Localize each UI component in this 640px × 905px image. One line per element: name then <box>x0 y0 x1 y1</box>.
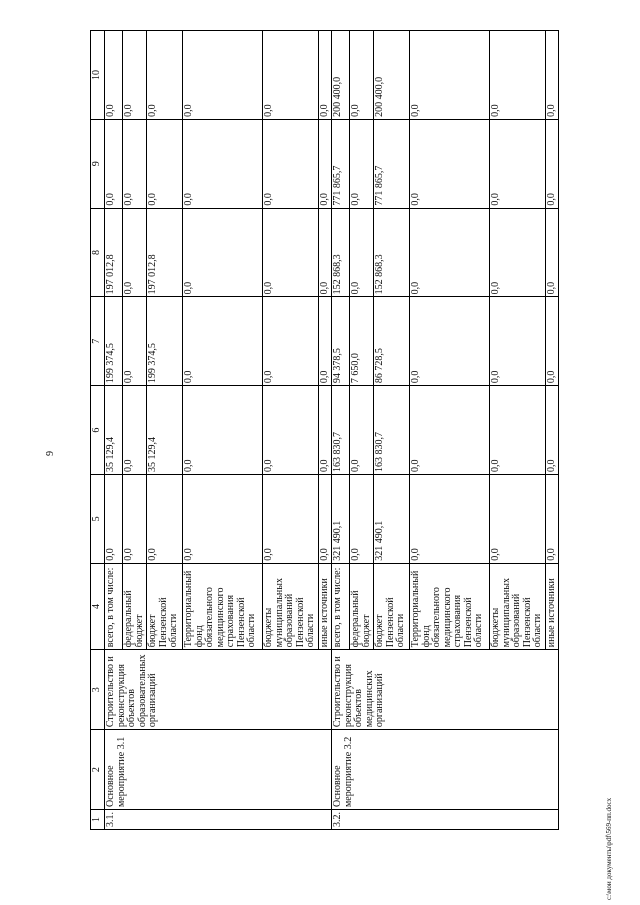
file-path-footer: c:\мои документы\pdf\569-пп.docx <box>605 797 613 900</box>
amount-cell: 321 490,1 <box>332 474 350 563</box>
header-row <box>91 31 105 830</box>
amount-cell: 0,0 <box>263 386 319 475</box>
amount-cell: 0,0 <box>123 297 147 386</box>
amount-cell: 0,0 <box>183 474 263 563</box>
amount-cell: 0,0 <box>490 119 546 208</box>
financing-table <box>90 30 559 830</box>
amount-cell: 0,0 <box>105 119 123 208</box>
header-cell: 6 <box>91 386 105 475</box>
header-cell: 4 <box>91 563 105 650</box>
amount-cell: 0,0 <box>545 474 559 563</box>
funding-source: бюджеты муниципальных образований Пензенской области <box>490 563 546 650</box>
header-cell: 3 <box>91 650 105 730</box>
amount-cell: 35 129,4 <box>105 386 123 475</box>
table-row <box>332 31 350 830</box>
amount-cell: 0,0 <box>410 208 490 297</box>
funding-source: Территориальный фонд обязательного медицинского страхования Пензенской области <box>183 563 263 650</box>
header-cell: 8 <box>91 208 105 297</box>
amount-cell: 35 129,4 <box>147 386 183 475</box>
amount-cell: 0,0 <box>350 208 374 297</box>
amount-cell: 0,0 <box>490 474 546 563</box>
amount-cell: 0,0 <box>318 297 332 386</box>
amount-cell: 0,0 <box>183 208 263 297</box>
funding-source: всего, в том числе: <box>105 563 123 650</box>
amount-cell: 0,0 <box>147 474 183 563</box>
funding-source: бюджеты муниципальных образований Пензенской области <box>263 563 319 650</box>
funding-source: иные источники <box>545 563 559 650</box>
amount-cell: 0,0 <box>545 297 559 386</box>
amount-cell: 0,0 <box>318 474 332 563</box>
amount-cell: 0,0 <box>410 119 490 208</box>
amount-cell: 94 378,5 <box>332 297 350 386</box>
amount-cell: 0,0 <box>490 31 546 120</box>
funding-source: Территориальный фонд обязательного медицинского страхования Пензенской области <box>410 563 490 650</box>
amount-cell: 0,0 <box>183 386 263 475</box>
amount-cell: 0,0 <box>123 386 147 475</box>
amount-cell: 0,0 <box>183 297 263 386</box>
amount-cell: 0,0 <box>318 386 332 475</box>
amount-cell: 0,0 <box>410 386 490 475</box>
funding-source: бюджет Пензенской области <box>374 563 410 650</box>
amount-cell: 321 490,1 <box>374 474 410 563</box>
amount-cell: 0,0 <box>263 208 319 297</box>
amount-cell: 0,0 <box>545 31 559 120</box>
amount-cell: 200 400,0 <box>332 31 350 120</box>
amount-cell: 200 400,0 <box>374 31 410 120</box>
amount-cell: 0,0 <box>318 31 332 120</box>
amount-cell: 197 012,8 <box>147 208 183 297</box>
amount-cell: 0,0 <box>545 208 559 297</box>
amount-cell: 0,0 <box>105 31 123 120</box>
amount-cell: 0,0 <box>545 119 559 208</box>
header-cell: 2 <box>91 730 105 810</box>
amount-cell: 0,0 <box>105 474 123 563</box>
measure-description: Строительство и реконструкция объектов образовательных организаций <box>105 650 332 730</box>
amount-cell: 0,0 <box>263 297 319 386</box>
amount-cell: 197 012,8 <box>105 208 123 297</box>
table-row <box>105 31 123 830</box>
page-number: 9 <box>45 451 56 456</box>
amount-cell: 163 830,7 <box>374 386 410 475</box>
amount-cell: 0,0 <box>123 208 147 297</box>
amount-cell: 0,0 <box>263 119 319 208</box>
header-cell: 9 <box>91 119 105 208</box>
header-cell: 7 <box>91 297 105 386</box>
header-cell: 10 <box>91 31 105 120</box>
amount-cell: 7 650,0 <box>350 297 374 386</box>
amount-cell: 152 868,3 <box>332 208 350 297</box>
amount-cell: 0,0 <box>318 208 332 297</box>
amount-cell: 0,0 <box>183 31 263 120</box>
measure-description: Строительство и реконструкция объектов медицинских организаций <box>332 650 559 730</box>
measure-name: Основное мероприятие 3.2 <box>332 730 559 810</box>
header-cell: 1 <box>91 810 105 830</box>
amount-cell: 0,0 <box>350 119 374 208</box>
amount-cell: 86 728,5 <box>374 297 410 386</box>
header-cell: 5 <box>91 474 105 563</box>
amount-cell: 0,0 <box>263 31 319 120</box>
row-number: 3.2. <box>332 810 559 830</box>
funding-source: федеральный бюджет <box>123 563 147 650</box>
rotated-page <box>90 10 630 830</box>
funding-source: бюджет Пензенской области <box>147 563 183 650</box>
amount-cell: 199 374,5 <box>105 297 123 386</box>
amount-cell: 0,0 <box>350 474 374 563</box>
amount-cell: 771 865,7 <box>374 119 410 208</box>
amount-cell: 0,0 <box>318 119 332 208</box>
amount-cell: 0,0 <box>490 386 546 475</box>
amount-cell: 0,0 <box>183 119 263 208</box>
amount-cell: 0,0 <box>350 386 374 475</box>
amount-cell: 0,0 <box>123 119 147 208</box>
amount-cell: 771 865,7 <box>332 119 350 208</box>
funding-source: иные источники <box>318 563 332 650</box>
amount-cell: 163 830,7 <box>332 386 350 475</box>
funding-source: федеральный бюджет <box>350 563 374 650</box>
amount-cell: 0,0 <box>545 386 559 475</box>
amount-cell: 0,0 <box>410 474 490 563</box>
measure-name: Основное мероприятие 3.1 <box>105 730 332 810</box>
row-number: 3.1. <box>105 810 332 830</box>
amount-cell: 0,0 <box>410 297 490 386</box>
amount-cell: 0,0 <box>490 297 546 386</box>
amount-cell: 0,0 <box>350 31 374 120</box>
amount-cell: 0,0 <box>147 31 183 120</box>
amount-cell: 199 374,5 <box>147 297 183 386</box>
amount-cell: 0,0 <box>123 474 147 563</box>
funding-source: всего, в том числе: <box>332 563 350 650</box>
amount-cell: 0,0 <box>410 31 490 120</box>
amount-cell: 0,0 <box>147 119 183 208</box>
amount-cell: 152 868,3 <box>374 208 410 297</box>
amount-cell: 0,0 <box>263 474 319 563</box>
amount-cell: 0,0 <box>123 31 147 120</box>
amount-cell: 0,0 <box>490 208 546 297</box>
